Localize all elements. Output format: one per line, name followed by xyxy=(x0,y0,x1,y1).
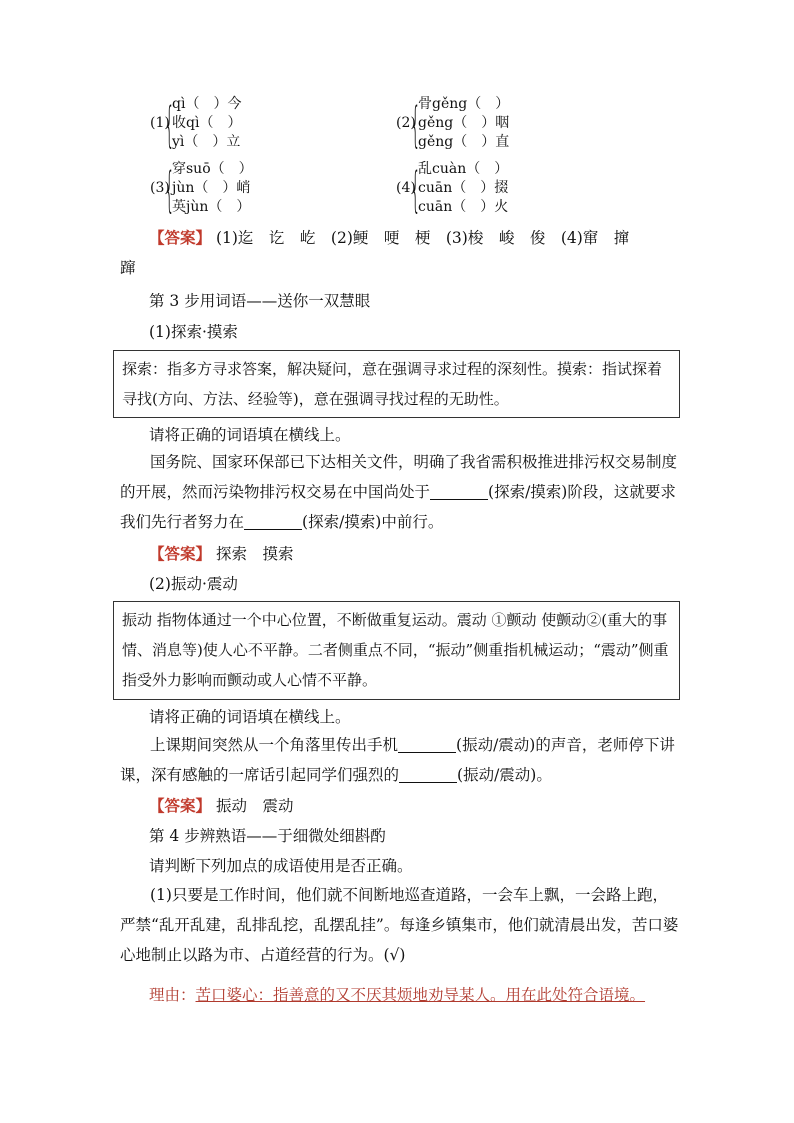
left-brace: { xyxy=(410,97,421,153)
step4-instruction: 请判断下列加点的成语使用是否正确。 xyxy=(149,857,413,875)
question-text-part1: 国务院、国家环保部已下达相关文件，明确了我省需积极推进排污权交易制度的开展，然而污染物排污权交易在中国尚处于 xyxy=(120,453,678,501)
group-line: jùn（ ）峭 xyxy=(172,180,251,196)
reason-text: 苦口婆心：指善意的又不厌其烦地劝导某人。用在此处符合语境。 xyxy=(195,986,646,1004)
group-number: (2) xyxy=(396,115,416,131)
group-line: cuān（ ）火 xyxy=(418,199,509,215)
reason-row xyxy=(149,981,645,1009)
pinyin-group-4 xyxy=(396,160,536,220)
answer-row-1-continued xyxy=(120,254,136,282)
fill-blank[interactable] xyxy=(398,736,456,753)
group-line: cuān（ ）掇 xyxy=(418,180,509,196)
item1-instruction: 请将正确的词语填在横线上。 xyxy=(149,426,351,444)
step4-question-1: (1)只要是工作时间，他们就不间断地巡查道路，一会车上飘，一会路上跑，严禁“乱开乱建，乱排乱挖，乱摆乱挂”。每逢乡镇集市，他们就清晨出发，苦口婆心地制止以路为市、占道经营的行为。(√) xyxy=(120,886,679,964)
pinyin-group-2 xyxy=(396,95,536,155)
answer-row-1 xyxy=(149,224,629,252)
group-line: gěng（ ）咽 xyxy=(418,115,510,131)
question-text-part1: 上课期间突然从一个角落里传出手机 xyxy=(150,736,399,754)
group-line: 骨gěng（ ） xyxy=(418,96,510,112)
reason-tag: 理由： xyxy=(149,986,196,1004)
answer-text: 振动 震动 xyxy=(215,797,294,815)
group-number: (3) xyxy=(150,180,170,196)
question-text-part2: (探索/摸索)阶段，这就要求我们先行者努力在 xyxy=(120,483,676,531)
group-number: (4) xyxy=(396,180,416,196)
group-line: 收qì（ ） xyxy=(172,115,242,131)
group-line: 英jùn（ ） xyxy=(172,199,251,215)
item1-question xyxy=(120,447,680,537)
item1-title: (1)探索·摸索 xyxy=(149,323,238,341)
group-line: gěng（ ）直 xyxy=(418,134,510,150)
left-brace: { xyxy=(410,162,421,218)
question-text-part2: (振动/震动)的声音，老师停下讲课，深有感触的一席话引起同学们强烈的 xyxy=(120,736,675,784)
pinyin-group-1 xyxy=(150,95,270,155)
definition-box-2: 振动 指物体通过一个中心位置，不断做重复运动。震动 ①颤动 使颤动②(重大的事情、消息等)使人心不平静。二者侧重点不同，“振动”侧重指机械运动；“震动”侧重指受外力影响而颤动或人心情不平静。 xyxy=(113,601,680,700)
group-line: yì（ ）立 xyxy=(172,134,241,150)
answer-text: 探索 摸索 xyxy=(215,545,294,563)
group-line: 乱cuàn（ ） xyxy=(418,161,509,177)
group-line: 穿suō（ ） xyxy=(172,161,253,177)
answer-tag: 【答案】 xyxy=(149,796,212,815)
answer-row-2 xyxy=(149,540,293,568)
answer-text: (1)迄 讫 屹 (2)鲠 哽 梗 (3)梭 峻 俊 (4)窜 撺 xyxy=(215,229,630,247)
fill-blank[interactable] xyxy=(430,483,488,500)
answer-row-3 xyxy=(149,792,293,820)
question-text-part3: (探索/摸索)中前行。 xyxy=(302,513,444,531)
fill-blank[interactable] xyxy=(399,766,457,783)
left-brace: { xyxy=(164,97,175,153)
question-text-part3: (振动/震动)。 xyxy=(457,766,552,784)
left-brace: { xyxy=(164,162,175,218)
answer-text-continued: 蹿 xyxy=(120,259,136,277)
answer-tag: 【答案】 xyxy=(149,228,212,247)
pinyin-group-3 xyxy=(150,160,290,220)
item2-instruction: 请将正确的词语填在横线上。 xyxy=(149,708,351,726)
definition-box-1: 探索：指多方寻求答案，解决疑问，意在强调寻求过程的深刻性。摸索：指试探着寻找(方向、方法、经验等)，意在强调寻找过程的无助性。 xyxy=(113,350,680,418)
step4-title: 第 4 步辨熟语——于细微处细斟酌 xyxy=(149,827,386,845)
item2-question xyxy=(120,730,680,790)
step3-title: 第 3 步用词语——送你一双慧眼 xyxy=(149,292,371,310)
fill-blank[interactable] xyxy=(244,513,302,530)
group-line: qì（ ）今 xyxy=(172,96,242,112)
answer-tag: 【答案】 xyxy=(149,544,212,563)
item2-title: (2)振动·震动 xyxy=(149,575,238,593)
group-number: (1) xyxy=(150,115,170,131)
